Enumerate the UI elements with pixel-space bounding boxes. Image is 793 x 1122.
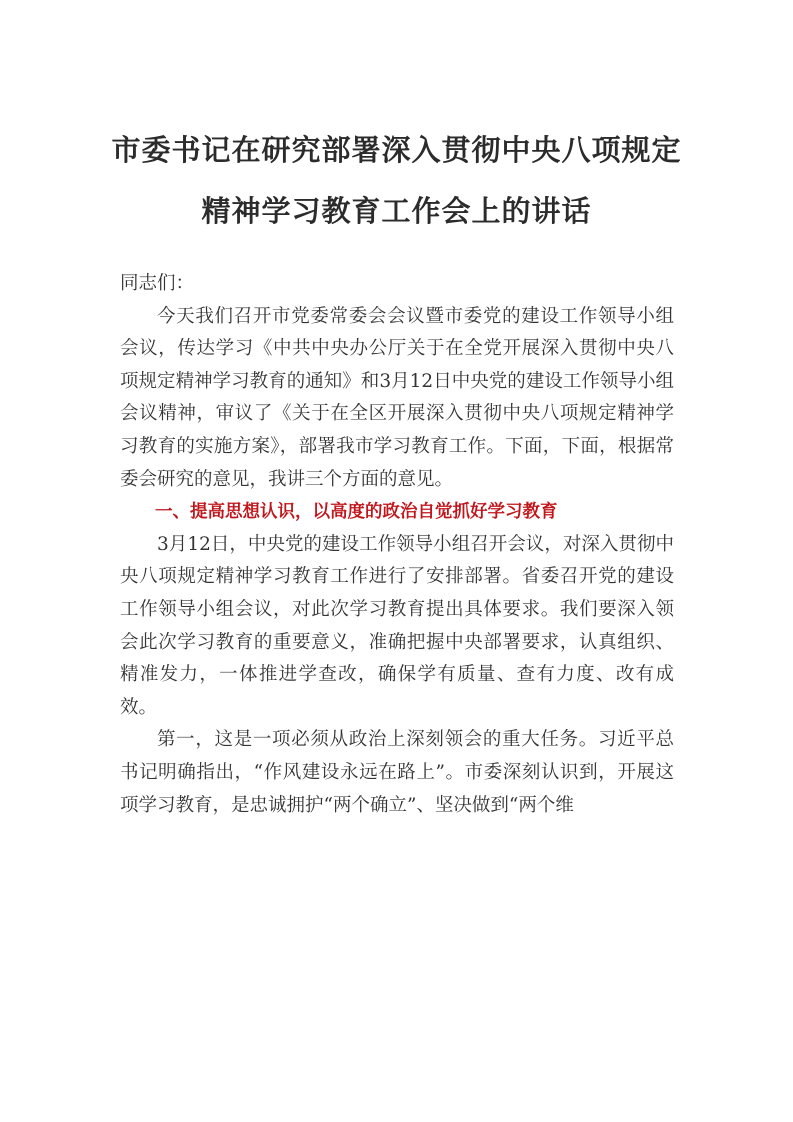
salutation: 同志们： xyxy=(120,273,195,294)
document-title-line-2: 精神学习教育工作会上的讲话 xyxy=(201,194,592,228)
section-heading-1: 一、提高思想认识，以高度的政治自觉抓好学习教育 xyxy=(155,502,558,523)
paragraph-intro: 今天我们召开市党委常委会会议暨市委党的建设工作领导小组会议，传达学习《中共中央办公厅关于在全党开展深入贯彻中央八项规定精神学习教育的通知》和3月12日中央党的建设工作领导小组会议精神，审议了《关于在全区开展深入贯彻中央八项规定精神学习教育的实施方案》，部署我市学习教育工作。下面，下面，根据常委会研究的意见，我讲三个方面的意见。 xyxy=(120,305,674,490)
document-body xyxy=(120,268,674,822)
document-title-line-1: 市委书记在研究部署深入贯彻中央八项规定 xyxy=(111,133,682,167)
paragraph-section1-2: 第一，这是一项必须从政治上深刻领会的重大任务。习近平总书记明确指出，“作风建设永远在路上”。市委深刻认识到，开展这项学习教育，是忠诚拥护“两个确立”、坚决做到“两个维 xyxy=(120,729,674,816)
paragraph-section1-1: 3月12日，中央党的建设工作领导小组召开会议，对深入贯彻中央八项规定精神学习教育工作进行了安排部署。省委召开党的建设工作领导小组会议，对此次学习教育提出具体要求。我们要深入领会此次学习教育的重要意义，准确把握中央部署要求，认真组织、精准发力，一体推进学查改，确保学有质量、查有力度、改有成效。 xyxy=(120,533,674,718)
